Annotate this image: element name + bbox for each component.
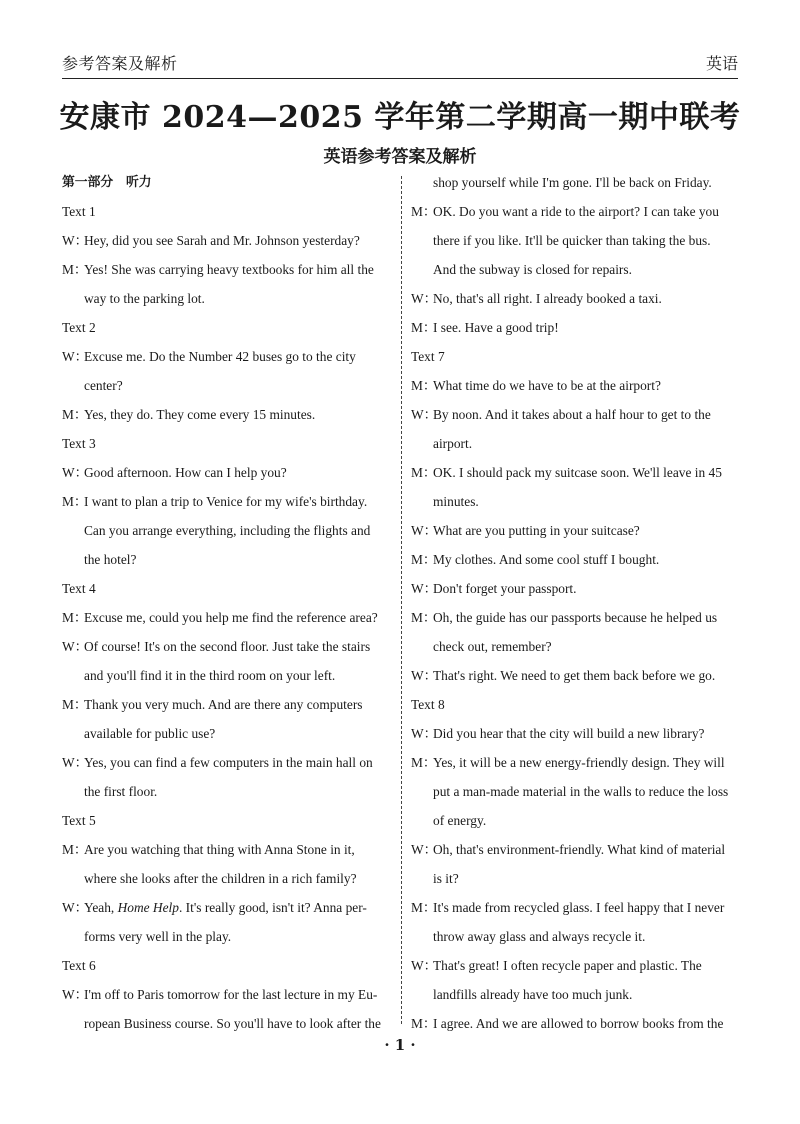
dialogue-line — [62, 835, 392, 864]
speaker-label: M： — [62, 697, 88, 712]
speaker-label: M： — [62, 494, 88, 509]
text-label: Text 1 — [62, 204, 96, 219]
document-subtitle: 英语参考答案及解析 — [323, 147, 477, 167]
speaker-label: W： — [62, 987, 89, 1002]
dialogue-continuation: is it? — [433, 871, 459, 886]
dialogue-text: Oh, that's environment-friendly. What kind of material — [433, 842, 726, 857]
speaker-label: W： — [411, 407, 438, 422]
dialogue-continuation: forms very well in the play. — [84, 929, 232, 944]
dialogue-text: What time do we have to be at the airport? — [433, 378, 661, 393]
speaker-label: W： — [411, 726, 438, 741]
dialogue-text: Oh, the guide has our passports because he helped us — [433, 610, 718, 625]
dialogue-continuation: the hotel? — [84, 552, 137, 567]
dialogue-text: Excuse me. Do the Number 42 buses go to the city — [84, 349, 356, 364]
dialogue-text: Yes! She was carrying heavy textbooks for him all the — [84, 262, 374, 277]
dialogue-continuation: available for public use? — [84, 726, 216, 741]
document-title: 安康市 2024—2025 学年第二学期高一期中联考 — [59, 100, 741, 135]
speaker-label: W： — [411, 291, 438, 306]
page-header — [62, 48, 738, 79]
speaker-label: M： — [62, 610, 88, 625]
dialogue-continuation: the first floor. — [84, 784, 158, 799]
dialogue-text: Don't forget your passport. — [433, 581, 577, 596]
dialogue-text: I'm off to Paris tomorrow for the last lecture in my Eu- — [84, 987, 378, 1002]
dialogue-line — [411, 400, 739, 429]
left-column — [62, 168, 392, 1038]
dialogue-text: Yes, you can find a few computers in the main hall on — [84, 755, 373, 770]
dialogue-line — [411, 835, 739, 864]
dialogue-continuation: airport. — [433, 436, 473, 451]
dialogue-line — [411, 574, 739, 603]
speaker-label: M： — [62, 262, 88, 277]
dialogue-line — [411, 893, 739, 922]
dialogue-text-part: . It's really good, isn't it? Anna per- — [178, 900, 367, 915]
speaker-label: M： — [411, 552, 437, 567]
dialogue-line — [411, 371, 739, 400]
dialogue-line — [62, 632, 392, 661]
text-label: Text 6 — [62, 958, 96, 973]
dialogue-text: OK. Do you want a ride to the airport? I can take you — [433, 204, 719, 219]
text-label: Text 8 — [411, 697, 445, 712]
dialogue-line — [62, 603, 392, 632]
dialogue-line — [411, 719, 739, 748]
dialogue-line — [411, 951, 739, 980]
dialogue-line — [411, 458, 739, 487]
dialogue-continuation: landfills already have too much junk. — [433, 987, 633, 1002]
speaker-label: W： — [411, 842, 438, 857]
speaker-label: W： — [62, 233, 89, 248]
dialogue-continuation: put a man-made material in the walls to reduce the loss — [433, 784, 729, 799]
speaker-label: M： — [411, 610, 437, 625]
page-number: · 1 · — [384, 1036, 416, 1054]
text-label: Text 4 — [62, 581, 96, 596]
dialogue-text: By noon. And it takes about a half hour to get to the — [433, 407, 711, 422]
dialogue-text: That's great! I often recycle paper and plastic. The — [433, 958, 702, 973]
dialogue-line — [411, 516, 739, 545]
dialogue-continuation: ropean Business course. So you'll have to look after the — [84, 1016, 381, 1031]
speaker-label: M： — [62, 407, 88, 422]
speaker-label: M： — [411, 320, 437, 335]
dialogue-text-part: Yeah, — [84, 900, 118, 915]
text-label: Text 7 — [411, 349, 445, 364]
speaker-label: W： — [411, 581, 438, 596]
right-column — [411, 168, 739, 1038]
speaker-label: W： — [62, 755, 89, 770]
text-label: Text 2 — [62, 320, 96, 335]
dialogue-line — [62, 342, 392, 371]
dialogue-continuation: check out, remember? — [433, 639, 552, 654]
dialogue-text: Did you hear that the city will build a new library? — [433, 726, 705, 741]
dialogue-continuation: throw away glass and always recycle it. — [433, 929, 646, 944]
dialogue-line — [411, 661, 739, 690]
dialogue-text: Excuse me, could you help me find the reference area? — [84, 610, 378, 625]
dialogue-text: Yes, it will be a new energy-friendly design. They will — [433, 755, 725, 770]
dialogue-line — [62, 748, 392, 777]
dialogue-line — [411, 1009, 739, 1038]
text-label: Text 5 — [62, 813, 96, 828]
dialogue-line — [62, 255, 392, 284]
speaker-label: M： — [411, 755, 437, 770]
speaker-label: W： — [411, 523, 438, 538]
speaker-label: M： — [62, 842, 88, 857]
dialogue-line — [62, 980, 392, 1009]
dialogue-text: Of course! It's on the second floor. Just take the stairs — [84, 639, 371, 654]
dialogue-text: I want to plan a trip to Venice for my wife's birthday. — [84, 494, 368, 509]
dialogue-text: My clothes. And some cool stuff I bought. — [433, 552, 660, 567]
dialogue-continuation: minutes. — [433, 494, 479, 509]
dialogue-continuation: way to the parking lot. — [84, 291, 205, 306]
speaker-label: W： — [62, 349, 89, 364]
dialogue-line — [411, 748, 739, 777]
header-left-label: 参考答案及解析 — [62, 54, 178, 73]
dialogue-line — [411, 603, 739, 632]
dialogue-continuation: where she looks after the children in a rich family? — [84, 871, 357, 886]
dialogue-line — [411, 197, 739, 226]
column-divider — [401, 176, 402, 1024]
dialogue-text: Thank you very much. And are there any computers — [84, 697, 363, 712]
dialogue-line — [411, 545, 739, 574]
dialogue-continuation: of energy. — [433, 813, 487, 828]
dialogue-line — [62, 690, 392, 719]
dialogue-text — [84, 893, 392, 922]
speaker-label: M： — [411, 1016, 437, 1031]
dialogue-continuation: Can you arrange everything, including the flights and — [84, 523, 371, 538]
text-label: Text 3 — [62, 436, 96, 451]
dialogue-continuation: there if you like. It'll be quicker than taking the bus. — [433, 233, 711, 248]
dialogue-text: I see. Have a good trip! — [433, 320, 559, 335]
speaker-label: W： — [411, 958, 438, 973]
speaker-label: M： — [411, 900, 437, 915]
dialogue-text: No, that's all right. I already booked a taxi. — [433, 291, 662, 306]
dialogue-line — [411, 284, 739, 313]
speaker-label: W： — [62, 900, 89, 915]
speaker-label: W： — [62, 465, 89, 480]
dialogue-text: OK. I should pack my suitcase soon. We'll leave in 45 — [433, 465, 722, 480]
dialogue-text: I agree. And we are allowed to borrow books from the — [433, 1016, 724, 1031]
dialogue-line — [62, 487, 392, 516]
dialogue-text: That's right. We need to get them back before we go. — [433, 668, 716, 683]
dialogue-line — [62, 226, 392, 255]
dialogue-line — [62, 893, 392, 922]
dialogue-line — [62, 458, 392, 487]
dialogue-text: It's made from recycled glass. I feel happy that I never — [433, 900, 725, 915]
dialogue-line — [62, 400, 392, 429]
dialogue-text: What are you putting in your suitcase? — [433, 523, 640, 538]
dialogue-text: Hey, did you see Sarah and Mr. Johnson yesterday? — [84, 233, 360, 248]
speaker-label: M： — [411, 204, 437, 219]
show-title: Home Help — [117, 900, 179, 915]
dialogue-line — [411, 313, 739, 342]
dialogue-continuation: shop yourself while I'm gone. I'll be back on Friday. — [433, 175, 712, 190]
dialogue-text: Are you watching that thing with Anna Stone in it, — [84, 842, 355, 857]
dialogue-text: Yes, they do. They come every 15 minutes. — [84, 407, 316, 422]
speaker-label: M： — [411, 378, 437, 393]
dialogue-continuation: center? — [84, 378, 123, 393]
header-subject-label: 英语 — [705, 54, 738, 73]
dialogue-continuation: And the subway is closed for repairs. — [433, 262, 632, 277]
section-heading: 第一部分 听力 — [62, 175, 152, 190]
dialogue-continuation: and you'll find it in the third room on your left. — [84, 668, 336, 683]
dialogue-text: Good afternoon. How can I help you? — [84, 465, 287, 480]
speaker-label: W： — [411, 668, 438, 683]
speaker-label: M： — [411, 465, 437, 480]
speaker-label: W： — [62, 639, 89, 654]
